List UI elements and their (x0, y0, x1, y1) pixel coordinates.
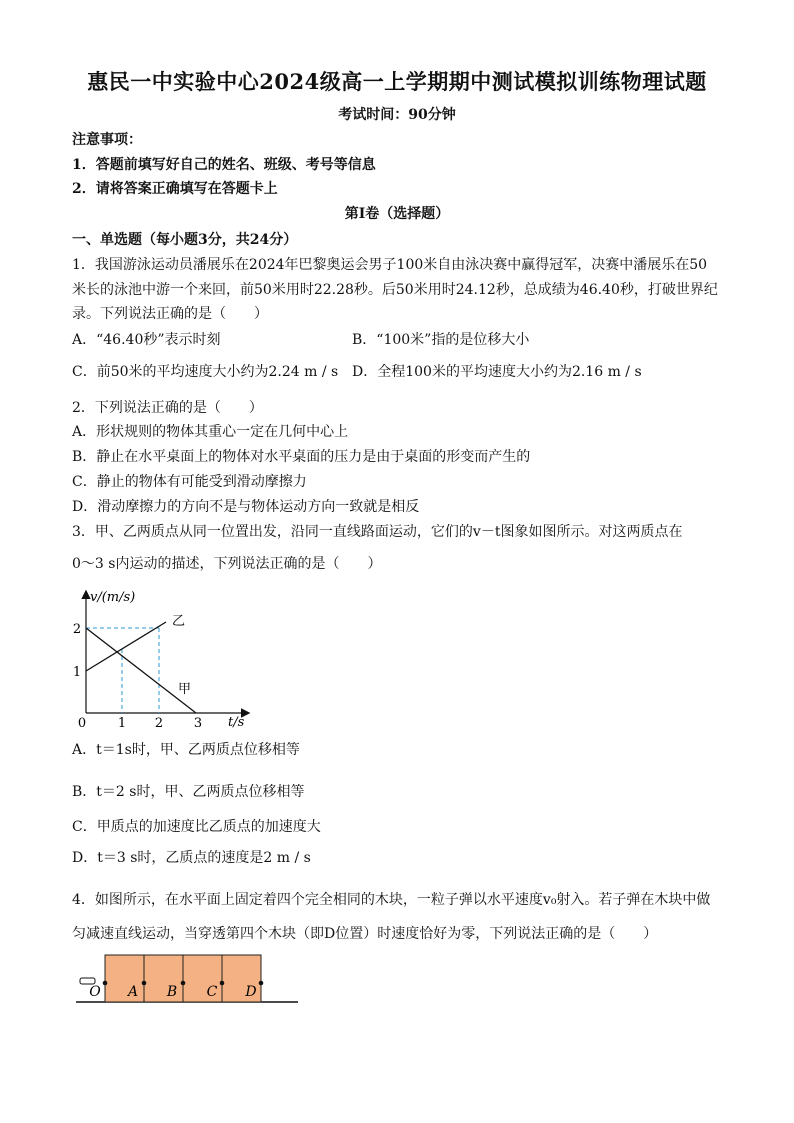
x-axis-label: t/s (228, 715, 245, 730)
series-label-jia: 甲 (178, 682, 192, 697)
position-dot (103, 981, 108, 986)
position-dot (142, 981, 147, 986)
x-tick-label: 2 (154, 716, 164, 731)
option-b: B．静止在水平桌面上的物体对水平桌面的压力是由于桌面的形变而产生的 (72, 449, 531, 465)
x-tick-label: 1 (117, 716, 127, 731)
option-a: A．“46.40秒”表示时刻 (72, 332, 221, 348)
wood-block (105, 955, 144, 1002)
series-label-yi: 乙 (172, 614, 186, 629)
point-label-o: O (89, 984, 101, 1000)
option-b: B．t＝2 s时，甲、乙两质点位移相等 (72, 784, 305, 800)
series-line-yi (86, 622, 166, 671)
exam-title: 惠民一中实验中心2024级高一上学期期中测试模拟训练物理试题 (87, 69, 707, 94)
note-item: 1．答题前填写好自己的姓名、班级、考号等信息 (72, 157, 376, 173)
y-tick-label: 1 (72, 665, 82, 680)
option-b: B．“100米”指的是位移大小 (352, 332, 530, 348)
option-a: A．形状规则的物体其重心一定在几何中心上 (72, 424, 349, 440)
option-c: C．静止的物体有可能受到滑动摩擦力 (72, 474, 307, 490)
exam-time: 考试时间：90分钟 (338, 107, 456, 123)
question-text: 2．下列说法正确的是（ ） (72, 400, 263, 416)
position-dot (181, 981, 186, 986)
position-dot (259, 981, 264, 986)
question-text: 0～3 s内运动的描述，下列说法正确的是（ ） (72, 556, 382, 572)
notes-heading: 注意事项： (72, 132, 142, 148)
option-d: D．t＝3 s时，乙质点的速度是2 m / s (72, 850, 311, 866)
option-d: D．滑动摩擦力的方向不是与物体运动方向一致就是相反 (72, 499, 420, 515)
position-dot (220, 981, 225, 986)
point-label-c: C (206, 984, 218, 1000)
question-text: 3．甲、乙两质点从同一位置出发，沿同一直线路面运动，它们的v－t图象如图所示。对这两质点在 (72, 524, 683, 540)
volume-title: 第I卷（选择题） (344, 206, 450, 222)
section-heading: 一、单选题（每小题3分，共24分） (72, 232, 298, 248)
x-tick-label: 3 (193, 716, 203, 731)
y-tick-label: 2 (72, 622, 82, 637)
question-text: 米长的泳池中游一个来回，前50米用时22.28秒。后50米用时24.12秒，总成绩为46.40秒，打破世界纪 (72, 282, 718, 298)
wood-blocks-figure (72, 950, 304, 1010)
y-axis-label: v/(m/s) (90, 590, 136, 605)
origin-label: 0 (77, 716, 87, 731)
note-item: 2．请将答案正确填写在答题卡上 (72, 181, 278, 197)
question-text: 1．我国游泳运动员潘展乐在2024年巴黎奥运会男子100米自由泳决赛中赢得冠军，决赛中潘展乐在50 (72, 257, 708, 273)
series-line-jia (86, 628, 196, 713)
point-label-b: B (166, 984, 178, 1000)
vt-graph (70, 586, 260, 732)
question-text: 匀减速直线运动，当穿透第四个木块（即D位置）时速度恰好为零，下列说法正确的是（ ） (72, 926, 658, 942)
option-c: C．前50米的平均速度大小约为2.24 m / s (72, 364, 339, 380)
option-c: C．甲质点的加速度比乙质点的加速度大 (72, 819, 321, 835)
question-text: 4．如图所示，在水平面上固定着四个完全相同的木块，一粒子弹以水平速度v₀射入。若子弹在木块中做 (72, 892, 711, 908)
option-a: A．t＝1s时，甲、乙两质点位移相等 (72, 742, 300, 758)
point-label-d: D (245, 984, 257, 1000)
question-text: 录。下列说法正确的是（ ） (72, 306, 268, 322)
option-d: D．全程100米的平均速度大小约为2.16 m / s (352, 364, 642, 380)
point-label-a: A (127, 984, 139, 1000)
